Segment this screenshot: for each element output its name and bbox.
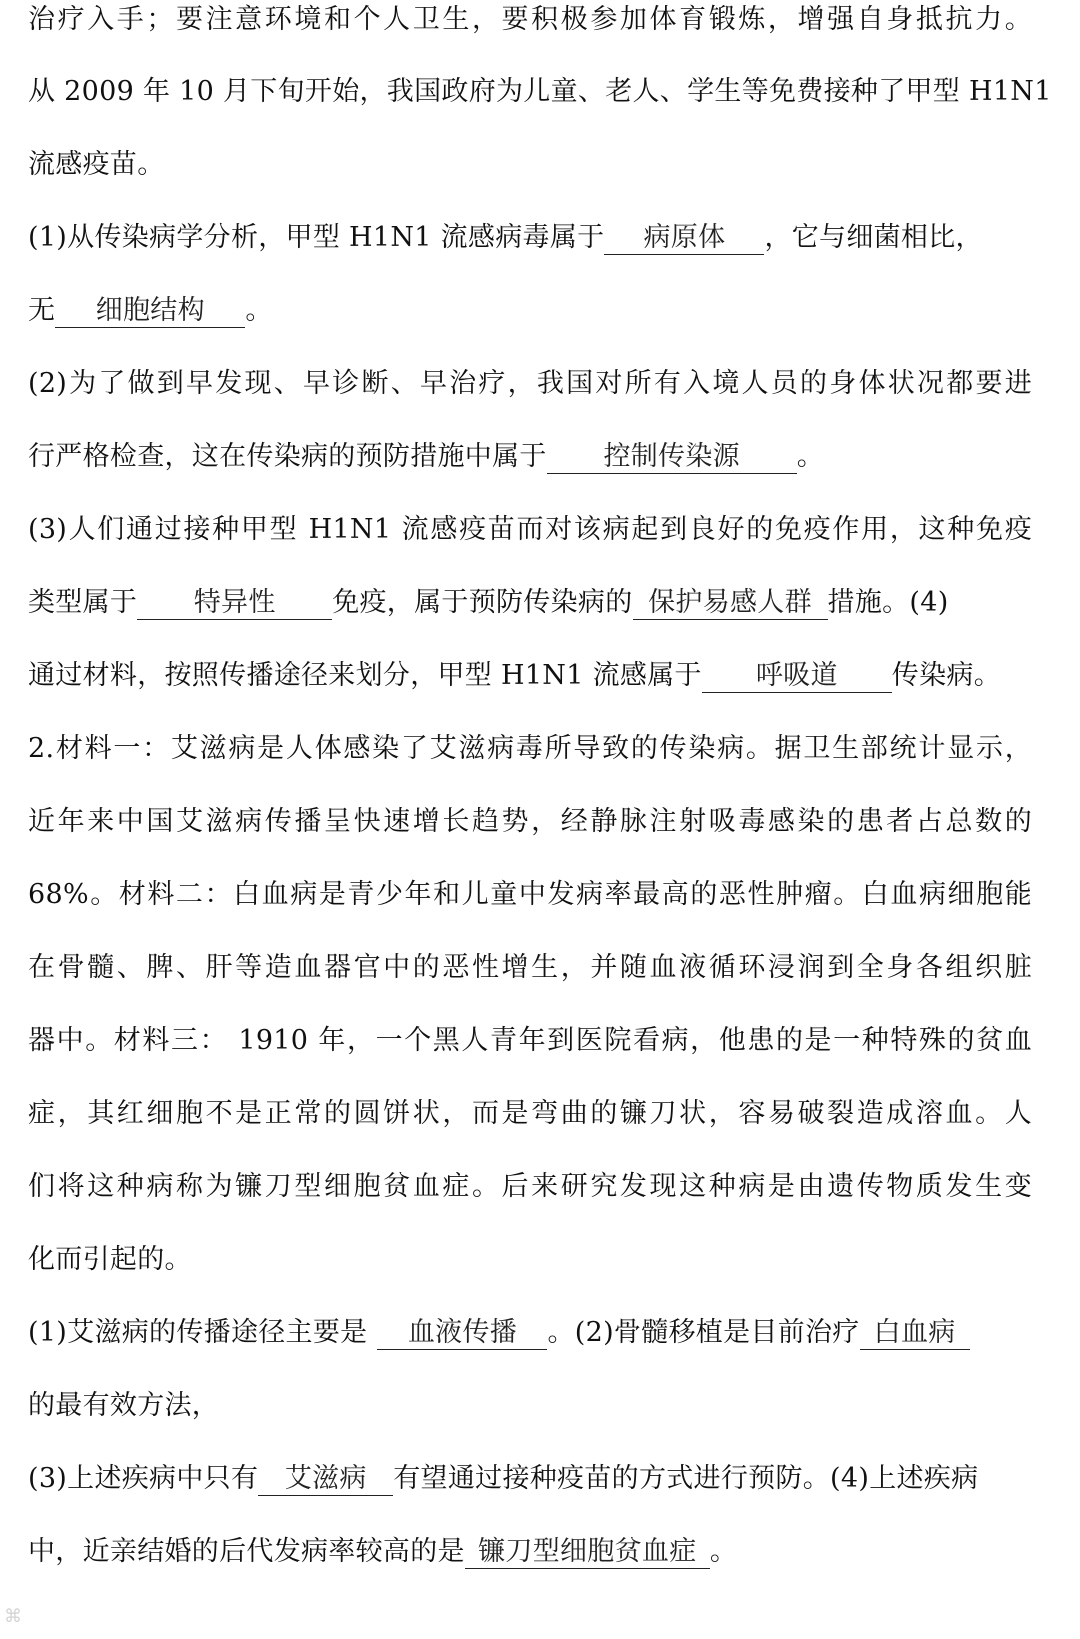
text-segment: 行严格检查，这在传染病的预防措施中属于 — [28, 441, 547, 472]
text-segment: 措施。(4) — [827, 587, 949, 618]
question-line — [28, 656, 1032, 696]
text-segment: 流感疫苗。 — [28, 149, 165, 180]
text-segment: 。(2)骨髓移植是目前治疗 — [547, 1317, 860, 1348]
answer-blank: 保护易感人群 — [633, 587, 828, 620]
text-segment: 。 — [245, 295, 273, 326]
text-segment: 无 — [28, 295, 56, 326]
text-segment: (1)艾滋病的传播途径主要是 — [28, 1317, 368, 1348]
text-segment: 的最有效方法， — [28, 1390, 220, 1421]
question-line — [28, 1313, 1032, 1353]
text-segment: 类型属于 — [28, 587, 138, 618]
text-line — [28, 875, 1032, 915]
text-line — [28, 1021, 1032, 1061]
text-line — [28, 1240, 1032, 1280]
answer-blank: 呼吸道 — [702, 660, 892, 693]
question-line — [28, 291, 1032, 331]
text-line — [28, 1386, 1032, 1426]
text-line — [28, 1094, 1032, 1134]
answer-blank: 病原体 — [604, 222, 764, 255]
question-line — [28, 1532, 1032, 1572]
answer-blank: 镰刀型细胞贫血症 — [465, 1536, 710, 1569]
text-line — [28, 72, 1052, 112]
answer-blank: 艾滋病 — [258, 1463, 393, 1496]
text-segment: (3)人们通过接种甲型 H1N1 流感疫苗而对该病起到良好的免疫作用，这种免疫 — [28, 514, 1032, 545]
answer-blank: 白血病 — [860, 1317, 970, 1350]
text-segment: 2.材料一：艾滋病是人体感染了艾滋病毒所导致的传染病。据卫生部统计显示， — [28, 733, 1032, 764]
text-segment: 。 — [709, 1536, 738, 1567]
text-line — [28, 510, 1032, 550]
watermark-logo: ⌘ — [4, 1606, 22, 1627]
text-segment: 通过材料，按照传播途径来划分，甲型 H1N1 流感属于 — [28, 660, 702, 691]
text-line — [28, 802, 1032, 842]
text-segment: 在骨髓、脾、肝等造血器官中的恶性增生，并随血液循环浸润到全身各组织脏 — [28, 952, 1032, 983]
answer-blank: 特异性 — [137, 587, 332, 620]
text-line — [28, 729, 1032, 769]
question-line — [28, 583, 1032, 623]
text-line — [28, 1167, 1032, 1207]
text-segment: 化而引起的。 — [28, 1244, 192, 1275]
text-line — [28, 948, 1032, 988]
text-segment: 68%。材料二：白血病是青少年和儿童中发病率最高的恶性肿瘤。白血病细胞能 — [28, 879, 1032, 910]
answer-blank: 细胞结构 — [55, 295, 245, 328]
text-segment: 近年来中国艾滋病传播呈快速增长趋势，经静脉注射吸毒感染的患者占总数的 — [28, 806, 1032, 837]
text-segment: 中，近亲结婚的后代发病率较高的是 — [28, 1536, 465, 1567]
question-line — [28, 1459, 1032, 1499]
text-segment: 器中。材料三： 1910 年，一个黑人青年到医院看病，他患的是一种特殊的贫血 — [28, 1025, 1032, 1056]
text-segment: 们将这种病称为镰刀型细胞贫血症。后来研究发现这种病是由遗传物质发生变 — [28, 1171, 1032, 1202]
text-line — [28, 364, 1032, 404]
text-segment: 有望通过接种疫苗的方式进行预防。(4)上述疾病 — [393, 1463, 979, 1494]
text-segment: (3)上述疾病中只有 — [28, 1463, 259, 1494]
text-segment: 从 2009 年 10 月下旬开始，我国政府为儿童、老人、学生等免费接种了甲型 H1N1 — [28, 76, 1052, 107]
text-segment: 。 — [796, 441, 825, 472]
answer-blank: 血液传播 — [377, 1317, 547, 1350]
text-segment: (2)为了做到早发现、早诊断、早治疗，我国对所有入境人员的身体状况都要进 — [28, 368, 1032, 399]
text-segment: 传染病。 — [891, 660, 1001, 691]
answer-blank: 控制传染源 — [547, 441, 797, 474]
text-segment: (1)从传染病学分析，甲型 H1N1 流感病毒属于 — [28, 222, 605, 253]
text-line — [28, 145, 1032, 185]
question-line — [28, 437, 1032, 477]
question-line — [28, 218, 1032, 258]
text-segment: 症，其红细胞不是正常的圆饼状，而是弯曲的镰刀状，容易破裂造成溶血。人 — [28, 1098, 1032, 1129]
text-segment: ，它与细菌相比， — [764, 222, 983, 253]
text-line — [28, 0, 1032, 40]
text-segment: 治疗入手；要注意环境和个人卫生，要积极参加体育锻炼，增强自身抵抗力。 — [28, 4, 1032, 35]
text-segment: 免疫，属于预防传染病的 — [332, 587, 633, 618]
